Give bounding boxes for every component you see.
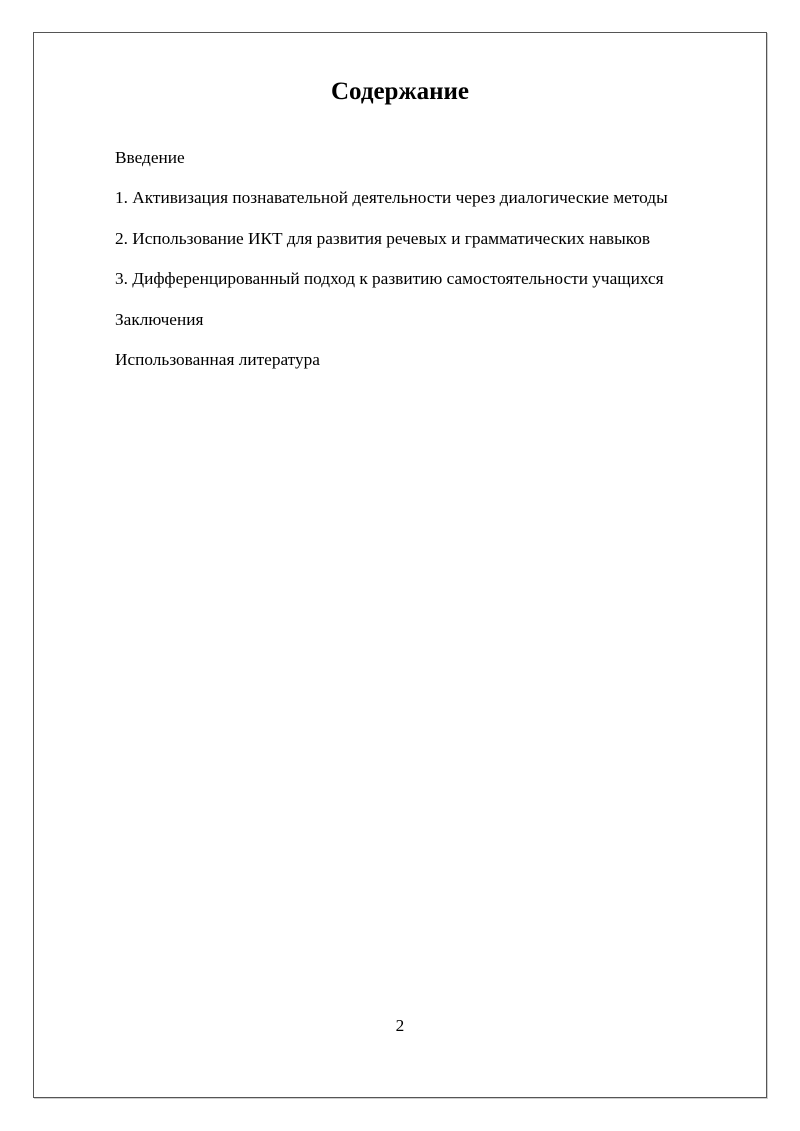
toc-entry-conclusion: Заключения	[115, 309, 204, 329]
toc-entry-references: Использованная литература	[115, 349, 320, 369]
toc-entry-chapter-3: 3. Дифференцированный подход к развитию самостоятельности учащихся	[115, 269, 664, 289]
page-number: 2	[395, 1016, 405, 1035]
toc-entry-chapter-2: 2. Использование ИКТ для развития речевых и грамматических навыков	[115, 228, 651, 248]
page-title: Содержание	[330, 78, 469, 105]
toc-entry-chapter-1: 1. Активизация познавательной деятельности через диалогические методы	[115, 188, 668, 208]
toc-entry-introduction: Введение	[115, 148, 185, 167]
document-page	[33, 32, 767, 1098]
table-of-contents	[115, 146, 668, 388]
